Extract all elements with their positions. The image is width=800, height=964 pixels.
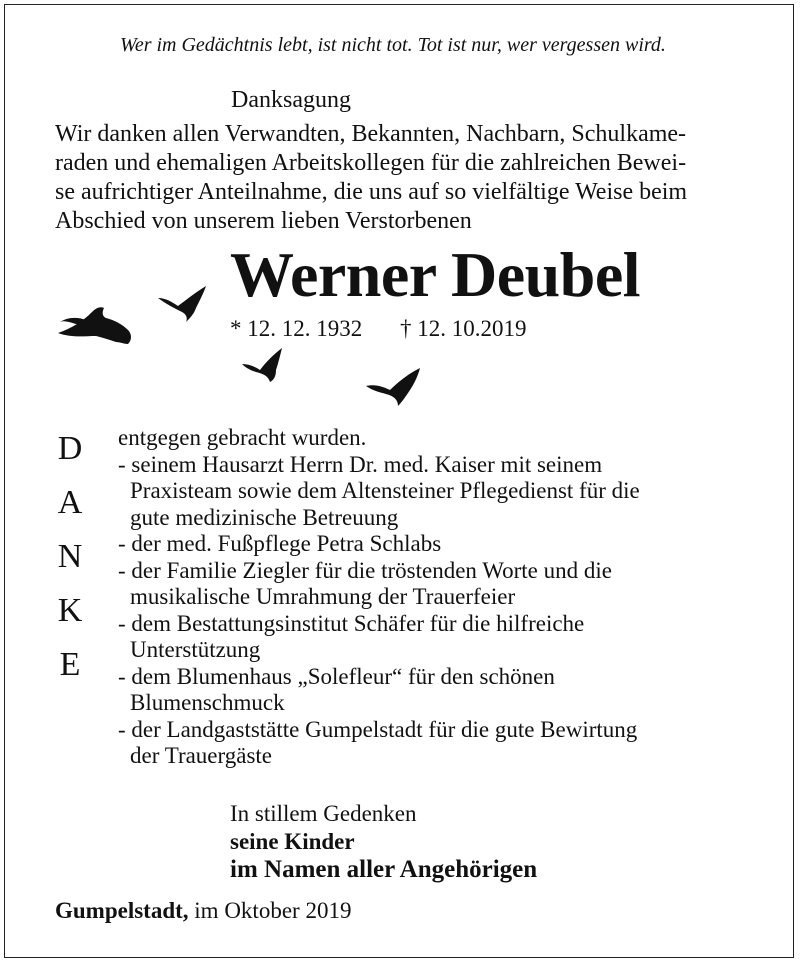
flying-geese-icon <box>50 278 440 418</box>
closing-line: In stillem Gedenken <box>230 801 417 826</box>
closing-signature: im Namen aller Angehörigen <box>230 856 538 883</box>
danke-letter: N <box>57 538 83 575</box>
danke-letter: A <box>57 484 83 521</box>
thanks-line: - dem Bestattungsinstitut Schäfer für die hilfreiche <box>118 610 585 636</box>
thanks-line: entgegen gebracht wurden. <box>118 425 367 450</box>
thanks-line: - der Landgaststätte Gumpelstadt für die gute Bewirtung <box>118 716 638 742</box>
thanks-line: - dem Blumenhaus „Solefleur“ für den schönen <box>118 663 555 689</box>
goose-icon <box>242 348 282 382</box>
closing-block <box>230 800 537 884</box>
intro-text <box>55 120 687 236</box>
danke-letter: D <box>57 430 83 467</box>
thanks-list <box>118 425 640 770</box>
footer-date: im Oktober 2019 <box>188 898 352 923</box>
goose-icon <box>60 318 86 326</box>
thanks-line: Blumenschmuck <box>130 690 285 715</box>
goose-icon <box>158 286 206 322</box>
footer-place-date <box>55 898 351 924</box>
intro-line: Wir danken allen Verwandten, Bekannten, Nachbarn, Schulkame- <box>55 121 687 147</box>
thanks-line: - seinem Hausarzt Herrn Dr. med. Kaiser mit seinem <box>118 451 603 477</box>
goose-icon <box>366 368 420 406</box>
motto-quote: Wer im Gedächtnis lebt, ist nicht tot. Tot ist nur, wer vergessen wird. <box>120 34 666 56</box>
goose-icon <box>58 307 131 344</box>
thanks-line: gute medizinische Betreuung <box>130 504 399 530</box>
thanks-line: musikalische Umrahmung der Trauerfeier <box>130 584 516 609</box>
thanks-line: Praxisteam sowie dem Altensteiner Pflegedienst für die <box>130 478 640 503</box>
birth-date: * 12. 12. 1932 <box>230 316 363 341</box>
intro-line: Abschied von unserem lieben Verstorbenen <box>55 208 472 234</box>
intro-line: raden und ehemaligen Arbeitskollegen für die zahlreichen Bewei- <box>55 150 687 176</box>
intro-line: se aufrichtiger Anteilnahme, die uns auf so vielfältige Weise beim <box>55 179 688 205</box>
thanks-line: der Trauergäste <box>130 743 273 768</box>
deceased-name: Werner Deubel <box>230 239 641 310</box>
notice-heading: Danksagung <box>231 87 351 113</box>
danke-vertical <box>50 432 90 702</box>
danke-letter: K <box>57 592 83 629</box>
closing-signature: seine Kinder <box>230 829 355 854</box>
footer-place: Gumpelstadt, <box>55 898 189 923</box>
death-date: † 12. 10.2019 <box>400 316 527 341</box>
thanks-line: - der med. Fußpflege Petra Schlabs <box>118 531 442 556</box>
thanks-line: - der Familie Ziegler für die tröstenden Worte und die <box>118 557 612 583</box>
thanks-line: Unterstützung <box>130 637 261 662</box>
danke-letter: E <box>59 646 81 683</box>
